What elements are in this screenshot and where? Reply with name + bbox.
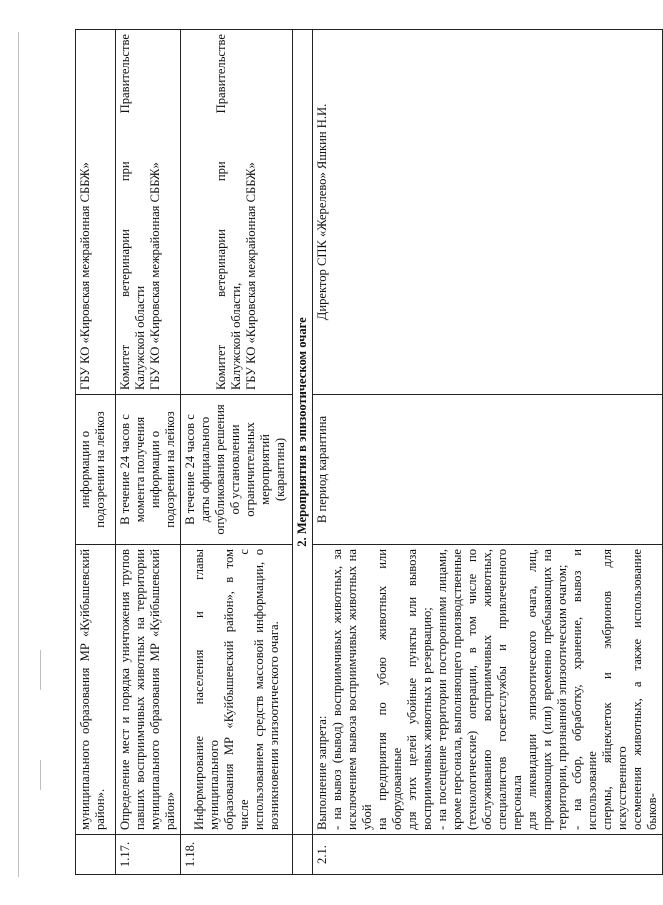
binding-margin-line-1 (18, 32, 19, 877)
measure-responsible: Комитет ветеринарии при Правительстве Калужской области, ГБУ КО «Кировская межрайонная СББЖ» (181, 30, 293, 395)
table-row (313, 30, 663, 875)
measure-description: Информирование населения и главы муниципального образования МР «Куйбышевский район», в том числе с использованием средств массовой информации, о возникновении эпизоотического очага. (181, 545, 293, 835)
row-number: 1.18. (181, 835, 293, 875)
binding-margin-line-3 (40, 760, 41, 790)
table-row (181, 30, 293, 875)
section-header-row (293, 30, 313, 875)
measure-deadline: В течение 24 часов с момента получения информации о подозрении на лейкоз (116, 395, 181, 545)
binding-margin-line-2 (40, 650, 41, 690)
row-number (76, 835, 116, 875)
row-number: 1.17. (116, 835, 181, 875)
section-title: 2. Мероприятия в эпизоотическом очаге (293, 30, 313, 835)
row-number: 2.1. (313, 835, 663, 875)
measure-description: Определение мест и порядка уничтожения трупов павших восприимчивых животных на территории муниципального образования МР «Куйбышевский район» (116, 545, 181, 835)
measure-description: Выполнение запрета: - на вывоз (вывод) восприимчивых животных, за исключением вывоза восприимчивых животных на убой на предприятия по убою животных или оборудованные для этих целей убойные пункты или вывоза восприимчивых животных в резервацию; - на посещение территории посторонними лицами, кроме персонала, выполняющего производственные (технологические) операции, в том числе по обслуживанию восприимчивых животных, специалистов госветслужбы и привлеченного персонала для ликвидации эпизоотического очага, лиц, проживающих и (или) временно пребывающих на территории, признанной эпизоотическим очагом; - на сбор, обработку, хранение, вывоз и использование спермы, яйцеклеток и эмбрионов для искусственного осеменения животных, а также использование быков- (313, 545, 663, 835)
measure-description: муниципального образования МР «Куйбышевский район». (76, 545, 116, 835)
measure-deadline: В течение 24 часов с даты официального опубликования решения об установлении ограничительных мероприятий (карантина) (181, 395, 293, 545)
table-row (116, 30, 181, 875)
measure-deadline: В период карантина (313, 395, 663, 545)
measures-table (75, 29, 663, 875)
measure-responsible: Директор СПК «Жерелево» Яшкин Н.И. (313, 30, 663, 395)
measure-deadline: информации о подозрении на лейкоз (76, 395, 116, 545)
rotated-document-page (75, 30, 659, 875)
table-row (76, 30, 116, 875)
measure-responsible: ГБУ КО «Кировская межрайонная СББЖ» (76, 30, 116, 395)
measure-responsible: Комитет ветеринарии при Правительстве Калужской области ГБУ КО «Кировская межрайонная СББЖ» (116, 30, 181, 395)
